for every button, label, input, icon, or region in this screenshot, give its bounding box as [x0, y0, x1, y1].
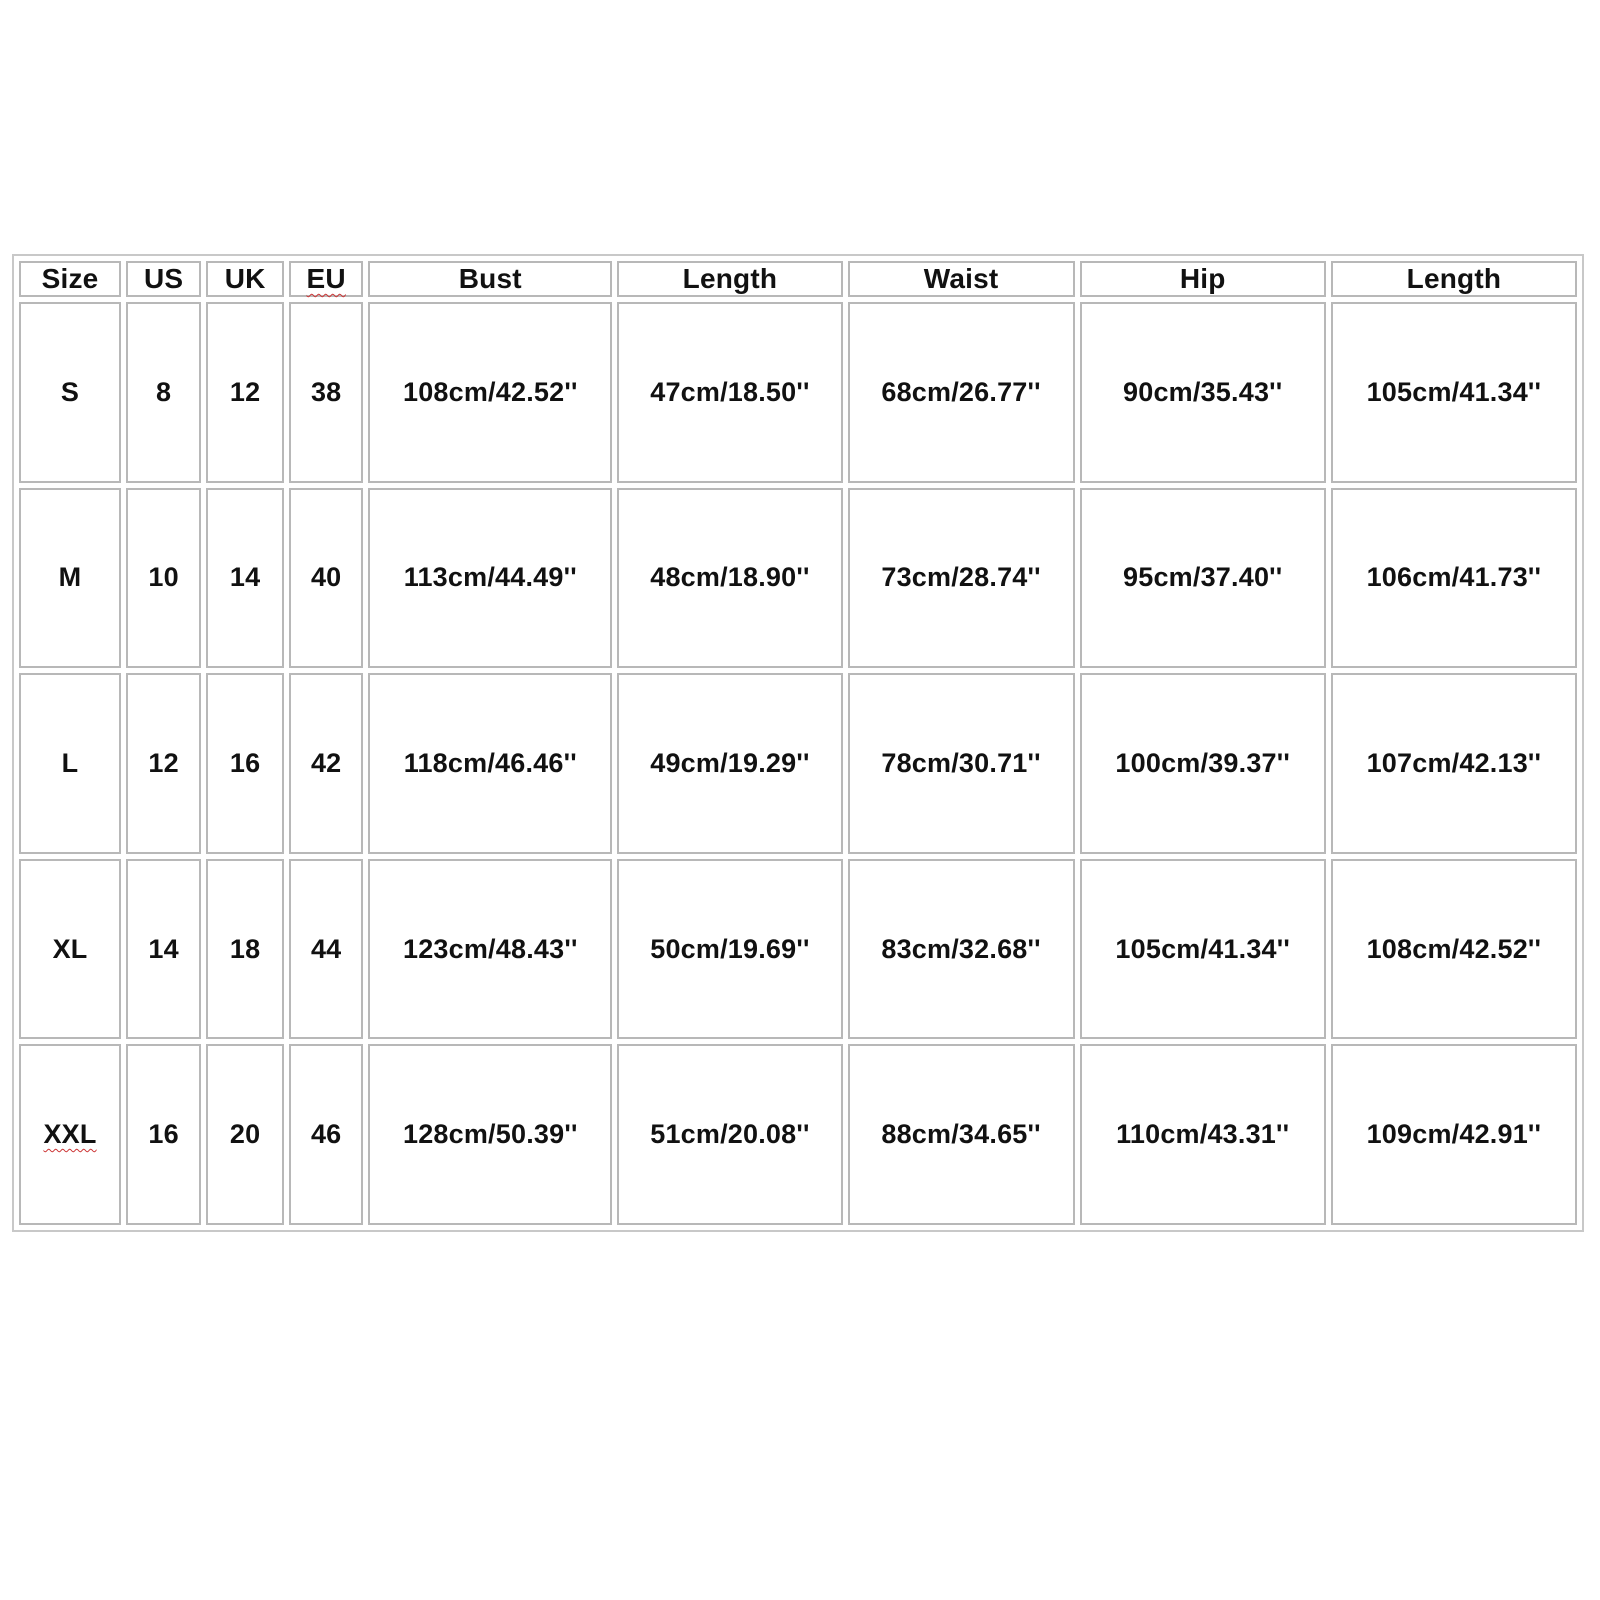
cell-us: 12: [126, 673, 201, 854]
header-hip: Hip: [1080, 261, 1326, 297]
cell-uk: 20: [206, 1044, 284, 1225]
cell-us: 16: [126, 1044, 201, 1225]
size-chart: [12, 254, 1584, 1232]
cell-us: 14: [126, 859, 201, 1040]
cell-length-2: 108cm/42.52'': [1331, 859, 1577, 1040]
cell-length: 49cm/19.29'': [617, 673, 842, 854]
table-row: [19, 859, 1577, 1040]
cell-length-2: 105cm/41.34'': [1331, 302, 1577, 483]
cell-size: M: [19, 488, 121, 669]
cell-uk: 12: [206, 302, 284, 483]
table-row: [19, 673, 1577, 854]
table-row: [19, 488, 1577, 669]
size-table: [14, 256, 1582, 1230]
cell-hip: 90cm/35.43'': [1080, 302, 1326, 483]
cell-eu: 40: [289, 488, 363, 669]
cell-size: L: [19, 673, 121, 854]
cell-hip: 95cm/37.40'': [1080, 488, 1326, 669]
cell-eu: 46: [289, 1044, 363, 1225]
cell-eu: 38: [289, 302, 363, 483]
cell-size: XXL: [19, 1044, 121, 1225]
cell-length-2: 107cm/42.13'': [1331, 673, 1577, 854]
cell-length: 51cm/20.08'': [617, 1044, 842, 1225]
header-waist: Waist: [848, 261, 1075, 297]
cell-waist: 83cm/32.68'': [848, 859, 1075, 1040]
cell-size: XL: [19, 859, 121, 1040]
cell-length: 47cm/18.50'': [617, 302, 842, 483]
cell-hip: 100cm/39.37'': [1080, 673, 1326, 854]
cell-hip: 105cm/41.34'': [1080, 859, 1326, 1040]
cell-bust: 118cm/46.46'': [368, 673, 612, 854]
table-row: [19, 1044, 1577, 1225]
cell-uk: 14: [206, 488, 284, 669]
cell-waist: 68cm/26.77'': [848, 302, 1075, 483]
cell-eu: 44: [289, 859, 363, 1040]
header-us: US: [126, 261, 201, 297]
cell-us: 8: [126, 302, 201, 483]
cell-us: 10: [126, 488, 201, 669]
cell-uk: 16: [206, 673, 284, 854]
cell-length-2: 106cm/41.73'': [1331, 488, 1577, 669]
cell-bust: 113cm/44.49'': [368, 488, 612, 669]
cell-length: 48cm/18.90'': [617, 488, 842, 669]
header-row: [19, 261, 1577, 297]
cell-hip: 110cm/43.31'': [1080, 1044, 1326, 1225]
cell-waist: 88cm/34.65'': [848, 1044, 1075, 1225]
header-length-2: Length: [1331, 261, 1577, 297]
cell-waist: 78cm/30.71'': [848, 673, 1075, 854]
cell-eu: 42: [289, 673, 363, 854]
cell-length: 50cm/19.69'': [617, 859, 842, 1040]
cell-size: S: [19, 302, 121, 483]
cell-uk: 18: [206, 859, 284, 1040]
header-size: Size: [19, 261, 121, 297]
header-bust: Bust: [368, 261, 612, 297]
cell-bust: 108cm/42.52'': [368, 302, 612, 483]
table-row: [19, 302, 1577, 483]
header-length: Length: [617, 261, 842, 297]
cell-waist: 73cm/28.74'': [848, 488, 1075, 669]
cell-bust: 128cm/50.39'': [368, 1044, 612, 1225]
header-eu: EU: [289, 261, 363, 297]
header-uk: UK: [206, 261, 284, 297]
cell-bust: 123cm/48.43'': [368, 859, 612, 1040]
cell-length-2: 109cm/42.91'': [1331, 1044, 1577, 1225]
